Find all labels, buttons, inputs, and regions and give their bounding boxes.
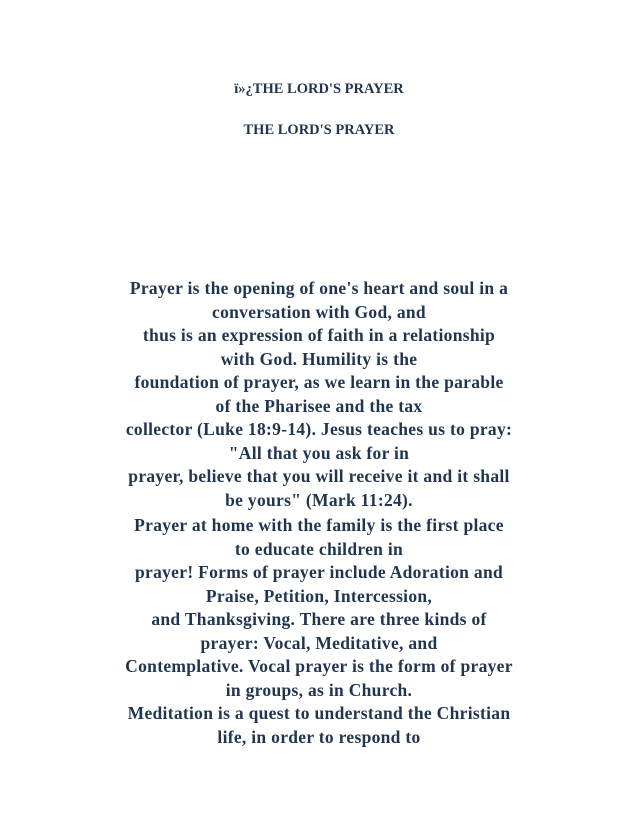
text-line: prayer! Forms of prayer include Adoration and [134,562,504,582]
text-line: conversation with God, and [212,301,426,322]
text-line: Prayer at home with the family is the first place [134,515,504,535]
paragraph-prayer-forms [75,514,563,749]
text-line: collector (Luke 18:9-14). Jesus teaches us to pray: [125,419,513,439]
text-line: prayer: Vocal, Meditative, and [200,632,438,653]
text-line: foundation of prayer, as we learn in the parable [134,372,504,392]
text-line: and Thanksgiving. There are three kinds of [151,609,487,629]
text-line: of the Pharisee and the tax [215,395,423,416]
text-line: Prayer is the opening of one's heart and soul in a [129,278,509,298]
document-title-line-1: ï»¿THE LORD'S PRAYER [234,81,404,97]
text-line: Contemplative. Vocal prayer is the form of prayer [125,656,513,676]
document-title-line-2: THE LORD'S PRAYER [243,122,395,138]
text-line: "All that you ask for in [228,442,410,463]
text-line: Meditation is a quest to understand the Christian [127,703,511,723]
text-line: prayer, believe that you will receive it and it shall [128,466,510,486]
text-line: to educate children in [234,538,404,559]
text-line: thus is an expression of faith in a relationship [142,325,496,345]
text-line: be yours" (Mark 11:24). [225,489,413,510]
text-line: Praise, Petition, Intercession, [205,585,433,606]
text-line: in groups, as in Church. [225,679,413,700]
text-line: life, in order to respond to [217,726,421,747]
paragraph-prayer-definition [75,277,563,512]
text-line: with God. Humility is the [220,348,418,369]
